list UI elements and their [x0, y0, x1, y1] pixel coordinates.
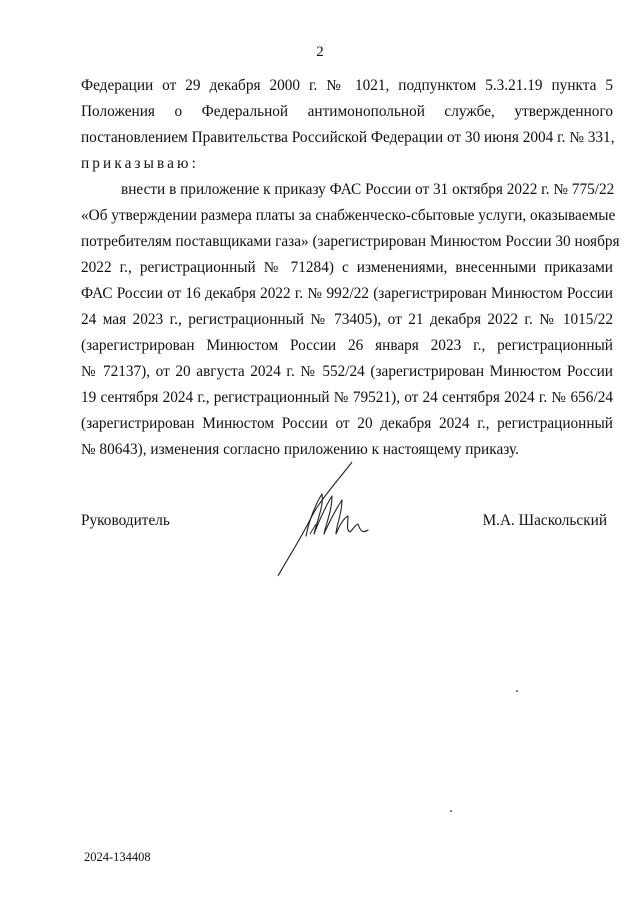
- body-line-15: № 80643), изменения согласно приложению к настоящему приказу.: [81, 441, 519, 458]
- page-number: 2: [316, 44, 324, 60]
- body-line-12: № 72137), от 20 августа 2024 г. № 552/24 (зарегистрирован Минюстом России: [81, 363, 613, 380]
- scan-speck: [450, 810, 452, 812]
- body-line-11: (зарегистрирован Минюстом России 26 января 2023 г., регистрационный: [81, 337, 613, 354]
- body-line-5: внести в приложение к приказу ФАС России от 31 октября 2022 г. № 775/22: [121, 181, 615, 198]
- scan-speck: [516, 690, 518, 692]
- signatory-name: М.А. Шаскольский: [482, 512, 607, 529]
- handwritten-signature: [270, 458, 380, 578]
- body-line-2: Положения о Федеральной антимонопольной службе, утвержденного: [81, 103, 613, 120]
- body-line-7: потребителям поставщиками газа» (зарегистрирован Минюстом России 30 ноября: [81, 233, 620, 250]
- body-line-8: 2022 г., регистрационный № 71284) с изменениями, внесенными приказами: [81, 259, 613, 276]
- body-line-3: постановлением Правительства Российской Федерации от 30 июня 2004 г. № 331,: [81, 129, 615, 146]
- body-line-9: ФАС России от 16 декабря 2022 г. № 992/22 (зарегистрирован Минюстом России: [81, 285, 613, 302]
- body-line-6: «Об утверждении размера платы за снабженческо-сбытовые услуги, оказываемые: [81, 207, 616, 224]
- body-line-1: Федерации от 29 декабря 2000 г. № 1021, подпунктом 5.3.21.19 пункта 5: [81, 77, 613, 94]
- body-line-10: 24 мая 2023 г., регистрационный № 73405), от 21 декабря 2022 г. № 1015/22: [81, 311, 613, 328]
- body-line-14: (зарегистрирован Минюстом России от 20 декабря 2024 г., регистрационный: [81, 415, 613, 432]
- signatory-position: Руководитель: [81, 512, 170, 529]
- order-keyword: приказываю:: [81, 155, 199, 172]
- body-line-13: 19 сентября 2024 г., регистрационный № 79521), от 24 сентября 2024 г. № 656/24: [81, 389, 613, 406]
- document-number: 2024-134408: [84, 850, 151, 864]
